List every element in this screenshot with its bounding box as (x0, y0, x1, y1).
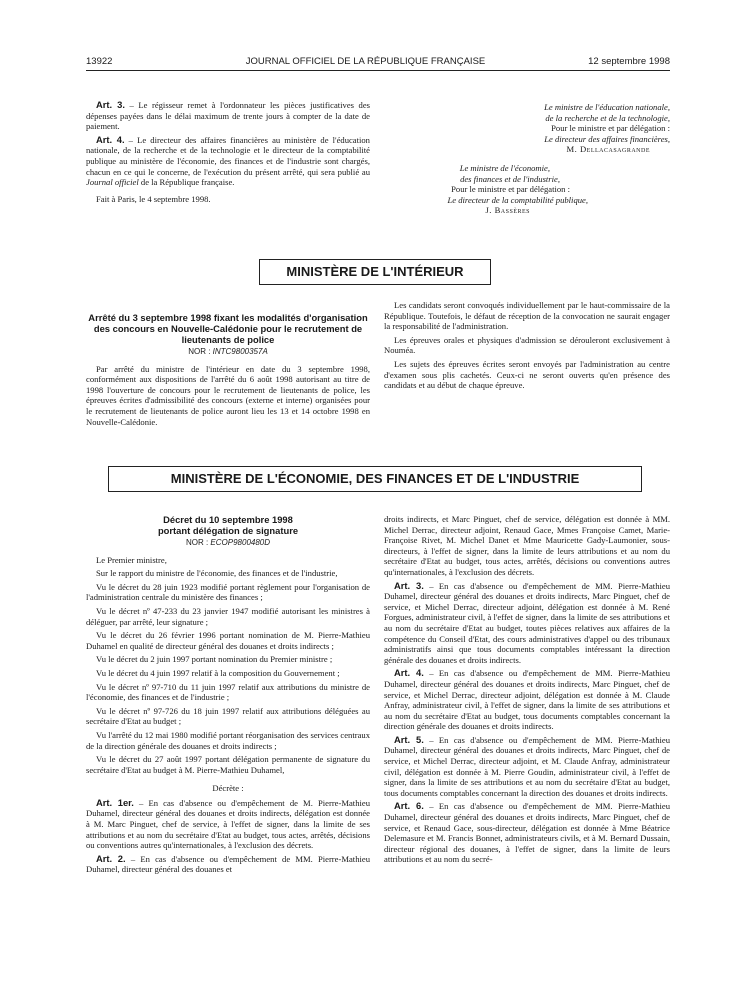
signature-block: Le ministre de l'éducation nationale, de la recherche et de la technologie, Pour le ministre et par délégation : Le directeur des affaires financières, M. Dellacasagrande Le ministre de l'économie, des finances et de l'industrie, Pour le ministre et par délégation : Le directeur de la comptabilité publique, J. Bassères (384, 102, 670, 216)
decret-title: Décret du 10 septembre 1998 portant délégation de signature (157, 514, 299, 536)
arrete-paragraph: Les candidats seront convoqués individuellement par le haut-commissaire de la République. Toutefois, le défaut de réception de la convocation ne saurait engager la responsabilité de l'administration. (384, 300, 670, 332)
ministry-heading-interieur: MINISTÈRE DE L'INTÉRIEUR (259, 259, 491, 285)
visa: Vu le décret nº 97-726 du 18 juin 1997 relatif aux attributions déléguées au secrétaire d'Etat au budget ; (86, 705, 370, 727)
visa: Vu le décret du 27 août 1997 portant délégation permanente de signature du secrétaire d'Etat au budget à M. Pierre-Mathieu Duhamel, (86, 754, 370, 775)
visa: Vu le décret nº 97-710 du 11 juin 1997 relatif aux attributions du ministre de l'économie, des finances et de l'industrie ; (86, 681, 370, 703)
visa: Le Premier ministre, (96, 554, 167, 565)
top-left-column (86, 100, 370, 207)
article-label: Art. 3. (394, 579, 424, 591)
arrete-title: Arrêté du 3 septembre 1998 fixant les modalités d'organisation des concours en Nouvelle-Calédonie pour le recrutement de lieutenants de police (88, 312, 368, 345)
article-2-continued: droits indirects, et Marc Pinguet, chef de service, délégation est donnée à MM. Michel Derrac, directeur adjoint, Renaud Gace, Mmes Françoise Camet, Marie-Françoise Rivet, M. Michel Danet et Mme Mauricette Gady-Laumonier, sous-directeurs, à l'effet de signer, dans la limite de leurs attributions et au nom du secrétaire d'Etat au budget, tous actes, arrêtés, décisions ou conventions autres qu'internationales, à l'exclusion des décrets. (384, 514, 670, 577)
header-rule (86, 70, 670, 71)
article-label: Art. 6. (394, 800, 424, 812)
decret-column-left (86, 514, 370, 878)
article-3: Art. 3. – Le régisseur remet à l'ordonnateur les pièces justificatives des dépenses payées dans le délai maximum de trente jours à compter de la date de paiement. (86, 99, 370, 132)
article-label: Art. 4. (96, 133, 125, 145)
visa: Vu l'arrêté du 12 mai 1980 modifié portant réorganisation des services centraux de la direction générale des douanes et droits indirects ; (86, 729, 370, 751)
visa: Sur le rapport du ministre de l'économie, des finances et de l'industrie, (96, 568, 338, 579)
article-4: Art. 4. – En cas d'absence ou d'empêchement de MM. Pierre-Mathieu Duhamel, directeur général des douanes et droits indirects, Marc Pinguet, chef de service, et Michel Derrac, directeur adjoint, délégation est donnée à M. Claude Anfray, administrateur civil, à l'effet de signer, dans la limite de ses attributions et au nom du secrétaire d'Etat au budget, tous documents comptables concernant la direction générale des douanes et droits indirects. (384, 667, 670, 732)
article-3: Art. 3. – En cas d'absence ou d'empêchement de MM. Pierre-Mathieu Duhamel, directeur général des douanes et droits indirects, Marc Pinguet, chef de service, et Michel Derrac, directeur adjoint, délégation est donnée à M. René Forgues, administrateur civil, à l'effet de signer, dans la limite de ses attributions et au nom du secrétaire d'Etat au budget, toutes pièces relatives aux affaires de la compétence du Conseil d'Etat, des cours administratives d'appel ou des tribunaux administratifs ainsi que tous documents comptables intéressant la direction générale des douanes et droits indirects. (384, 579, 670, 665)
article-label: Art. 5. (394, 733, 424, 745)
decrete: Décrète : (212, 783, 244, 794)
article-5: Art. 5. – En cas d'absence ou d'empêchement de MM. Pierre-Mathieu Duhamel, directeur général des douanes et droits indirects, Marc Pinguet, chef de service, et Michel Derrac, directeur adjoint, et M. Claude Anfray, administrateur civil, délégation est donnée à M. Pierre Goudin, administrateur civil, à l'effet de signer, dans la limite de ses attributions et au nom du secrétaire d'Etat au budget, tous documents comptables concernant la direction des douanes et droits indirects. (384, 733, 670, 798)
visa: Vu le décret nº 47-233 du 23 janvier 1947 modifié autorisant les ministres à déléguer, par arrêté, leur signature ; (86, 605, 370, 627)
header-date: 12 septembre 1998 (588, 56, 670, 67)
article-2: Art. 2. – En cas d'absence ou d'empêchement de MM. Pierre-Mathieu Duhamel, directeur général des douanes et (86, 852, 370, 875)
journal-title: JOURNAL OFFICIEL DE LA RÉPUBLIQUE FRANÇAISE (245, 56, 486, 67)
visa: Vu le décret du 28 juin 1923 modifié portant règlement pour l'organisation de l'administration centrale du ministère des finances ; (86, 581, 370, 603)
article-1: Art. 1er. – En cas d'absence ou d'empêchement de M. Pierre-Mathieu Duhamel, directeur général des douanes et droits indirects, délégation est donnée à M. Marc Pinguet, chef de service, à l'effet de signer, dans la limite de ses attributions et au nom du secrétaire d'Etat au budget, tous actes, arrêtés, décisions ou conventions autres qu'internationales, à l'exclusion des décrets. (86, 796, 370, 851)
nor-reference: NOR : ECOP9800480D (185, 538, 271, 547)
article-label: Art. 1er. (96, 796, 134, 808)
article-label: Art. 2. (96, 852, 126, 864)
done-at: Fait à Paris, le 4 septembre 1998. (96, 193, 211, 204)
visa: Vu le décret du 26 février 1996 portant nomination de M. Pierre-Mathieu Duhamel en qualité de directeur général des douanes et droits indirects ; (86, 630, 370, 651)
article-4: Art. 4. – Le directeur des affaires financières au ministère de l'éducation nationale, de la recherche et de la technologie et le directeur de la comptabilité publique au ministère de l'économie, des finances et de l'industrie sont chargés, chacun en ce qui le concerne, de l'exécution du présent arrêté, qui sera publié au Journal officiel de la République française. (86, 133, 370, 188)
decret-column-right (384, 514, 670, 868)
nor-reference: NOR : INTC9800357A (188, 347, 268, 356)
visa: Vu le décret du 4 juin 1997 relatif à la composition du Gouvernement ; (96, 667, 340, 678)
arrete-paragraph: Les sujets des épreuves écrites seront envoyés par l'administration au centre d'examen sous plis cachetés. Ceux-ci ne seront ouverts qu'en présence des candidats et au début de chaque épreuve. (384, 358, 670, 391)
visa: Vu le décret du 2 juin 1997 portant nomination du Premier ministre ; (96, 654, 333, 665)
article-label: Art. 4. (394, 667, 424, 679)
article-6: Art. 6. – En cas d'absence ou d'empêchement de MM. Pierre-Mathieu Duhamel, directeur général des douanes et droits indirects, Marc Pinguet, chef de service, et Renaud Gace, sous-directeur, délégation est donnée à Mme Béatrice Delemasure et M. Francis Bonnet, administrateurs civils, et à M. Bernard Dussain, directeur régional des douanes, à l'effet de signer, dans la limite de leurs attributions et au nom du secré- (384, 800, 670, 865)
arrete-column-right (384, 300, 670, 394)
arrete-paragraph: Par arrêté du ministre de l'intérieur en date du 3 septembre 1998, conformément aux dispositions de l'arrêté du 6 août 1998 autorisant au titre de 1998 l'ouverture de concours pour le recrutement de lieutenants de police, les épreuves écrites d'admissibilité des concours (externe et interne) organisées pour le recrutement de lieutenants de police auront lieu les 13 et 14 octobre 1998 en Nouvelle-Calédonie. (86, 363, 370, 427)
page-number: 13922 (86, 56, 113, 67)
article-label: Art. 3. (96, 99, 125, 110)
signatory-name: M. Dellacasagrande (566, 144, 650, 155)
arrete-column (86, 312, 370, 430)
arrete-paragraph: Les épreuves orales et physiques d'admission se dérouleront exclusivement à Nouméa. (384, 334, 670, 356)
ministry-heading-economie: MINISTÈRE DE L'ÉCONOMIE, DES FINANCES ET DE L'INDUSTRIE (108, 466, 642, 492)
signatory-name: J. Bassères (485, 205, 530, 216)
